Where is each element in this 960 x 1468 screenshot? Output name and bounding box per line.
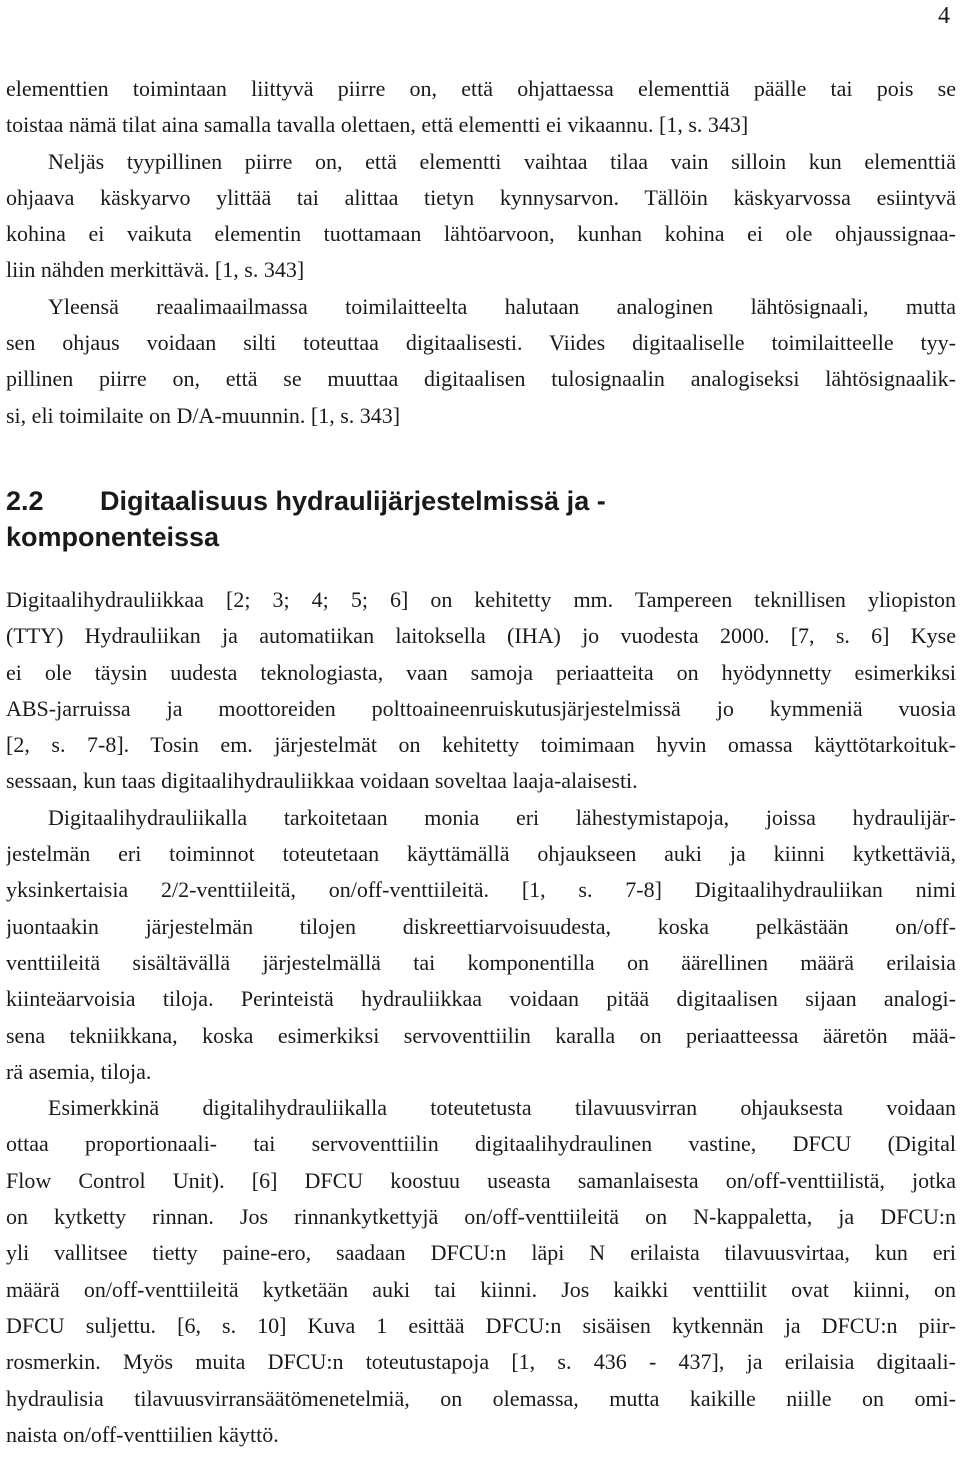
text-line: naista on/off-venttiilien käyttö. <box>6 1421 279 1447</box>
text-line: Flow Control Unit). [6] DFCU koostuu useasta samanlaisesta on/off-venttiilistä, jotka <box>6 1167 956 1193</box>
paragraph <box>6 71 956 144</box>
text-line: (TTY) Hydrauliikan ja automatiikan laitoksella (IHA) jo vuodesta 2000. [7, s. 6] Kyse <box>6 623 956 649</box>
text-line: [2, s. 7-8]. Tosin em. järjestelmät on kehitetty toimimaan hyvin omassa käyttötarkoituk- <box>6 732 956 758</box>
text-line: rosmerkin. Myös muita DFCU:n toteutustapoja [1, s. 436 - 437], ja erilaisia digitaali- <box>6 1349 956 1375</box>
text-line: elementtien toimintaan liittyvä piirre on, että ohjattaessa elementtiä päälle tai pois se <box>6 76 956 101</box>
text-line: määrä on/off-venttiileitä kytketään auki tai kiinni. Jos kaikki venttiilit ovat kiinni, on <box>6 1276 956 1302</box>
text-line: ottaa proportionaali- tai servoventtiilin digitaalihydraulinen vastine, DFCU (Digital <box>6 1131 956 1157</box>
text-line: si, eli toimilaite on D/A-muunnin. [1, s. 343] <box>6 402 401 428</box>
text-line: pillinen piirre on, että se muuttaa digitaalisen tulosignaalin analogiseksi lähtösignaalik- <box>6 366 956 392</box>
section-heading <box>6 483 606 555</box>
text-line: hydraulisia tilavuusvirransäätömenetelmiä, on olemassa, mutta kaikille niille on omi- <box>6 1385 956 1411</box>
text-line: Esimerkkinä digitalihydrauliikalla toteutetusta tilavuusvirran ohjauksesta voidaan <box>48 1095 956 1121</box>
text-line: Digitaalihydrauliikalla tarkoitetaan monia eri lähestymistapoja, joissa hydraulijär- <box>48 804 956 830</box>
text-line: Digitaalihydrauliikkaa [2; 3; 4; 5; 6] on kehitetty mm. Tampereen teknillisen yliopiston <box>6 587 956 612</box>
intro-text <box>6 71 956 434</box>
paragraph <box>6 1090 956 1453</box>
text-line: ABS-jarruissa ja moottoreiden polttoaineenruiskutusjärjestelmissä jo kymmeniä vuosia <box>6 695 956 721</box>
text-line: ei ole täysin uudesta teknologiasta, vaan samoja periaatteita on hyödynnetty esimerkiksi <box>6 659 956 685</box>
paragraph <box>6 800 956 1090</box>
text-line: sena tekniikkana, koska esimerkiksi servoventtiilin karalla on periaatteessa ääretön mää- <box>6 1022 956 1048</box>
section-text <box>6 582 956 1453</box>
text-line: Yleensä reaalimaailmassa toimilaitteelta halutaan analoginen lähtösignaali, mutta <box>48 293 956 319</box>
text-line: DFCU suljettu. [6, s. 10] Kuva 1 esittää DFCU:n sisäisen kytkennän ja DFCU:n piir- <box>6 1312 956 1338</box>
text-line: venttiileitä sisältävällä järjestelmällä tai komponentilla on äärellinen määrä erilaisia <box>6 949 956 975</box>
text-line: rä asemia, tiloja. <box>6 1058 152 1084</box>
text-line: jestelmän eri toiminnot toteutetaan käyttämällä ohjaukseen auki ja kiinni kytkettäviä, <box>6 841 956 867</box>
section-heading-line-1 <box>6 483 606 519</box>
paragraph <box>6 144 956 289</box>
section-number: 2.2 <box>6 486 44 516</box>
text-line: toistaa nämä tilat aina samalla tavalla olettaen, että elementti ei vikaannu. [1, s. 343] <box>6 112 749 138</box>
text-line: kiinteäarvoisia tiloja. Perinteistä hydrauliikkaa voidaan pitää digitaalisen sijaan analogi- <box>6 986 956 1012</box>
text-line: Neljäs tyypillinen piirre on, että elementti vaihtaa tilaa vain silloin kun elementtiä <box>48 148 956 174</box>
text-line: kohina ei vaikuta elementin tuottamaan lähtöarvoon, kunhan kohina ei ole ohjaussignaa- <box>6 221 956 247</box>
text-line: juontaakin järjestelmän tilojen diskreettiarvoisuudesta, koska pelkästään on/off- <box>6 913 956 939</box>
text-line: sessaan, kun taas digitaalihydrauliikkaa voidaan soveltaa laaja-alaisesti. <box>6 768 638 794</box>
text-line: yksinkertaisia 2/2-venttiileitä, on/off-venttiileitä. [1, s. 7-8] Digitaalihydrauliikan nimi <box>6 877 956 903</box>
page-number: 4 <box>938 3 950 29</box>
section-title-line-2: komponenteissa <box>6 522 220 552</box>
text-line: sen ohjaus voidaan silti toteuttaa digitaalisesti. Viides digitaaliselle toimilaitteelle tyy- <box>6 330 956 356</box>
text-line: on kytketty rinnan. Jos rinnankytkettyjä on/off-venttiileitä on N-kappaletta, ja DFCU:n <box>6 1204 956 1230</box>
paragraph <box>6 289 956 434</box>
paragraph <box>6 582 956 800</box>
text-line: liin nähden merkittävä. [1, s. 343] <box>6 257 305 283</box>
section-title-line-1: Digitaalisuus hydraulijärjestelmissä ja - <box>100 486 606 516</box>
text-line: yli vallitsee tietty paine-ero, saadaan DFCU:n läpi N erilaista tilavuusvirtaa, kun eri <box>6 1240 956 1266</box>
text-line: ohjaava käskyarvo ylittää tai alittaa tietyn kynnysarvon. Tällöin käskyarvossa esiintyvä <box>6 184 956 210</box>
